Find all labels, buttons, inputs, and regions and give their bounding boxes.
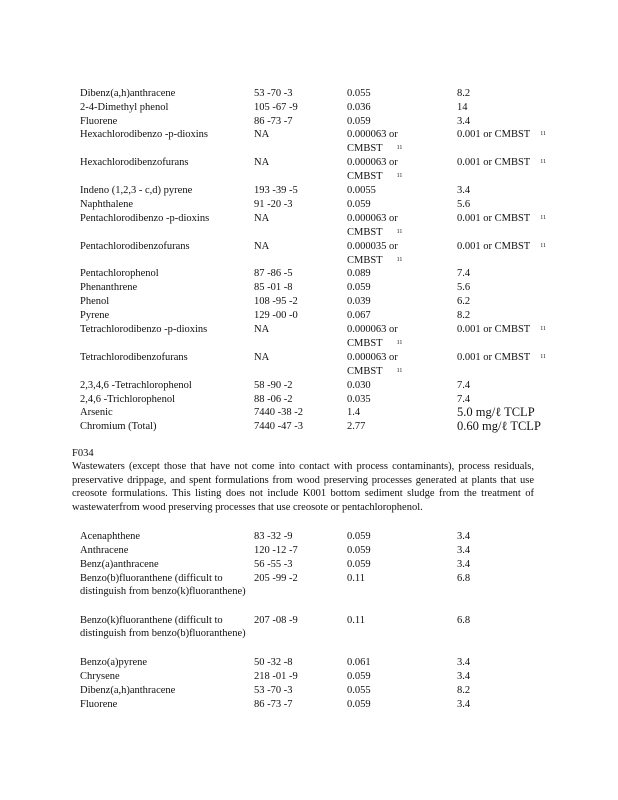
- constituent-name: Hexachlorodibenzo -p-dioxins: [80, 129, 209, 140]
- cas-number: 91 -20 -3: [254, 199, 293, 210]
- footnote-ref: 11: [396, 229, 403, 235]
- constituent-name: Arsenic: [80, 407, 113, 418]
- wastewater-standard: 0.059: [347, 545, 371, 556]
- wastewater-standard: 0.000063 or: [347, 213, 398, 224]
- constituent-name: Fluorene: [80, 699, 118, 710]
- constituent-name: Benzo(a)pyrene: [80, 657, 148, 668]
- nonwastewater-standard: 3.4: [457, 185, 471, 196]
- constituent-name: Fluorene: [80, 116, 118, 127]
- wastewater-standard: 0.000063 or: [347, 157, 398, 168]
- cas-number: 7440 -38 -2: [254, 407, 303, 418]
- cas-number: 86 -73 -7: [254, 699, 293, 710]
- wastewater-standard: 0.0055: [347, 185, 376, 196]
- cas-number: 129 -00 -0: [254, 310, 298, 321]
- wastewater-standard: 0.059: [347, 699, 371, 710]
- wastewater-standard: 0.036: [347, 102, 371, 113]
- constituent-name: Phenol: [80, 296, 110, 307]
- nonwastewater-standard: 3.4: [457, 545, 471, 556]
- footnote-ref: 11: [396, 145, 403, 151]
- nonwastewater-standard: 6.2: [457, 296, 471, 307]
- constituent-name: Anthracene: [80, 545, 129, 556]
- constituent-name: Pentachlorodibenzofurans: [80, 241, 190, 252]
- constituent-name: Pentachlorodibenzo -p-dioxins: [80, 213, 210, 224]
- wastewater-standard: 0.000063 or: [347, 129, 398, 140]
- wastewater-standard-cont: CMBST $^{11}$: [347, 227, 403, 238]
- cas-number: 53 -70 -3: [254, 88, 293, 99]
- cas-number: NA: [254, 157, 270, 168]
- footnote-ref: 11: [540, 354, 546, 360]
- wastewater-standard-cont: CMBST $^{11}$: [347, 171, 403, 182]
- wastewater-standard: 0.089: [347, 268, 371, 279]
- cas-number: 193 -39 -5: [254, 185, 298, 196]
- nonwastewater-standard: 3.4: [457, 531, 471, 542]
- wastewater-standard: 0.059: [347, 199, 371, 210]
- nonwastewater-standard: 7.4: [457, 394, 471, 405]
- cas-number: 207 -08 -9: [254, 615, 298, 626]
- nonwastewater-standard: 8.2: [457, 88, 471, 99]
- nonwastewater-standard: 6.8: [457, 573, 471, 584]
- nonwastewater-standard: 0.001 or CMBST $^{11}$: [457, 324, 546, 335]
- wastewater-standard-cont: CMBST $^{11}$: [347, 366, 403, 377]
- footnote-ref: 11: [540, 326, 546, 332]
- wastewater-standard: 0.059: [347, 559, 371, 570]
- cas-number: 83 -32 -9: [254, 531, 293, 542]
- nonwastewater-standard: 14: [457, 102, 468, 113]
- constituent-name: Chromium (Total): [80, 421, 157, 432]
- wastewater-standard: 0.059: [347, 671, 371, 682]
- footnote-ref: 11: [540, 159, 546, 165]
- constituent-name: Benzo(b)fluoranthene (difficult to distinguish from benzo(k)fluoranthene): [80, 573, 246, 597]
- constituent-name: Pentachlorophenol: [80, 268, 159, 279]
- cas-number: 50 -32 -8: [254, 657, 293, 668]
- waste-code-heading: F034: [72, 448, 94, 459]
- nonwastewater-standard: 7.4: [457, 380, 471, 391]
- wastewater-standard: 1.4: [347, 407, 361, 418]
- footnote-ref: 11: [396, 368, 403, 374]
- wastewater-standard: 0.11: [347, 573, 365, 584]
- footnote-ref: 11: [396, 257, 403, 263]
- wastewater-standard: 0.000063 or: [347, 352, 398, 363]
- wastewater-standard: 0.030: [347, 380, 371, 391]
- nonwastewater-standard: 8.2: [457, 685, 471, 696]
- constituent-name: 2,3,4,6 -Tetrachlorophenol: [80, 380, 192, 391]
- footnote-ref: 11: [540, 215, 546, 221]
- wastewater-standard-cont: CMBST $^{11}$: [347, 338, 403, 349]
- constituent-name: Tetrachlorodibenzo -p-dioxins: [80, 324, 208, 335]
- footnote-ref: 11: [396, 340, 403, 346]
- constituent-name: Chrysene: [80, 671, 120, 682]
- wastewater-standard: 0.059: [347, 282, 371, 293]
- constituent-name: 2-4-Dimethyl phenol: [80, 102, 169, 113]
- wastewater-standard-cont: CMBST $^{11}$: [347, 255, 403, 266]
- wastewater-standard: 0.039: [347, 296, 371, 307]
- cas-number: 53 -70 -3: [254, 685, 293, 696]
- constituent-name: Dibenz(a,h)anthracene: [80, 685, 176, 696]
- wastewater-standard: 0.055: [347, 88, 371, 99]
- cas-number: NA: [254, 241, 270, 252]
- constituent-name: Hexachlorodibenzofurans: [80, 157, 189, 168]
- nonwastewater-standard: 5.6: [457, 282, 471, 293]
- cas-number: 88 -06 -2: [254, 394, 293, 405]
- nonwastewater-standard: 5.0 mg/ℓ TCLP: [457, 405, 535, 419]
- cas-number: 56 -55 -3: [254, 559, 293, 570]
- cas-number: 218 -01 -9: [254, 671, 298, 682]
- wastewater-standard: 0.000035 or: [347, 241, 398, 252]
- wastewater-standard: 0.11: [347, 615, 365, 626]
- wastewater-standard-cont: CMBST $^{11}$: [347, 143, 403, 154]
- footnote-ref: 11: [540, 243, 546, 249]
- cas-number: 105 -67 -9: [254, 102, 298, 113]
- constituent-name: Acenaphthene: [80, 531, 141, 542]
- nonwastewater-standard: 3.4: [457, 699, 471, 710]
- footnote-ref: 11: [540, 131, 546, 137]
- constituent-name: Dibenz(a,h)anthracene: [80, 88, 176, 99]
- cas-number: 86 -73 -7: [254, 116, 293, 127]
- nonwastewater-standard: 3.4: [457, 657, 471, 668]
- nonwastewater-standard: 5.6: [457, 199, 471, 210]
- cas-number: 205 -99 -2: [254, 573, 298, 584]
- nonwastewater-standard: 0.60 mg/ℓ TCLP: [457, 419, 541, 433]
- constituent-name: Benz(a)anthracene: [80, 559, 159, 570]
- nonwastewater-standard: 3.4: [457, 559, 471, 570]
- constituent-name: Indeno (1,2,3 - c,d) pyrene: [80, 185, 193, 196]
- wastewater-standard: 0.061: [347, 657, 371, 668]
- constituent-name: Pyrene: [80, 310, 110, 321]
- wastewater-standard: 0.059: [347, 531, 371, 542]
- nonwastewater-standard: 7.4: [457, 268, 471, 279]
- cas-number: NA: [254, 213, 270, 224]
- nonwastewater-standard: 0.001 or CMBST $^{11}$: [457, 129, 546, 140]
- nonwastewater-standard: 6.8: [457, 615, 471, 626]
- waste-description: Wastewaters (except those that have not come into contact with process contaminants), process residuals, preservative drippage, and spent formulations from wood preserving processes generated at plants that use creosote formulations. This listing does not include K001 bottom sediment sludge from the treatment of wastewaterfrom wood preserving processes that use creosote or pentachlorophenol.: [72, 461, 534, 513]
- cas-number: 7440 -47 -3: [254, 421, 303, 432]
- nonwastewater-standard: 3.4: [457, 116, 471, 127]
- constituent-name: Benzo(k)fluoranthene (difficult to distinguish from benzo(b)fluoranthene): [80, 615, 246, 639]
- constituent-name: Tetrachlorodibenzofurans: [80, 352, 188, 363]
- wastewater-standard: 0.000063 or: [347, 324, 398, 335]
- cas-number: NA: [254, 352, 270, 363]
- constituent-name: Naphthalene: [80, 199, 134, 210]
- footnote-ref: 11: [396, 173, 403, 179]
- nonwastewater-standard: 0.001 or CMBST $^{11}$: [457, 352, 546, 363]
- nonwastewater-standard: 3.4: [457, 671, 471, 682]
- nonwastewater-standard: 0.001 or CMBST $^{11}$: [457, 241, 546, 252]
- cas-number: 108 -95 -2: [254, 296, 298, 307]
- constituent-name: Phenanthrene: [80, 282, 138, 293]
- nonwastewater-standard: 0.001 or CMBST $^{11}$: [457, 213, 546, 224]
- wastewater-standard: 2.77: [347, 421, 366, 432]
- nonwastewater-standard: 0.001 or CMBST $^{11}$: [457, 157, 546, 168]
- constituent-name: 2,4,6 -Trichlorophenol: [80, 394, 175, 405]
- nonwastewater-standard: 8.2: [457, 310, 471, 321]
- cas-number: 120 -12 -7: [254, 545, 298, 556]
- cas-number: NA: [254, 324, 270, 335]
- cas-number: 85 -01 -8: [254, 282, 293, 293]
- wastewater-standard: 0.067: [347, 310, 371, 321]
- cas-number: 58 -90 -2: [254, 380, 293, 391]
- cas-number: NA: [254, 129, 270, 140]
- cas-number: 87 -86 -5: [254, 268, 293, 279]
- wastewater-standard: 0.059: [347, 116, 371, 127]
- wastewater-standard: 0.035: [347, 394, 371, 405]
- wastewater-standard: 0.055: [347, 685, 371, 696]
